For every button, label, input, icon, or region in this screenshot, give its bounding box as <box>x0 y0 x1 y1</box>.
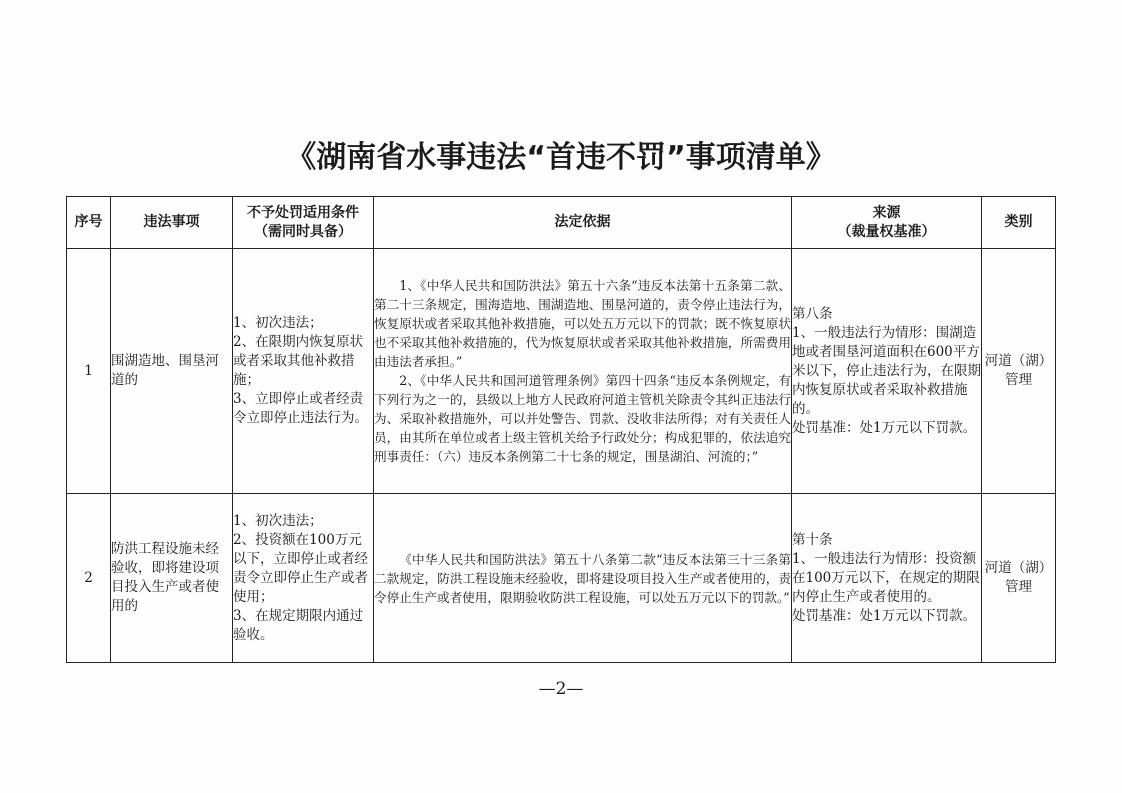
source-situation: 1、一般违法行为情形：围湖造地或者围垦河道面积在600平方米以下，停止违法行为，在限期内恢复原状或者采取补救措施的。 <box>792 324 981 417</box>
legal-basis-paragraph: 《中华人民共和国防洪法》第五十八条第二款“违反本法第三十三条第二款规定，防洪工程设施未经验收，即将建设项目投入生产或者使用的，责令停止生产或者使用，限期验收防洪工程设施，可以处五万元以下的罚款。” <box>374 551 791 605</box>
source-penalty: 处罚基准：处1万元以下罚款。 <box>792 607 977 624</box>
header-legal-basis: 法定依据 <box>374 197 792 249</box>
row-legal-basis <box>374 249 792 494</box>
header-source-line2: （裁量权基准） <box>837 223 936 240</box>
header-category: 类别 <box>982 197 1056 249</box>
header-source <box>792 197 982 249</box>
source-penalty: 处罚基准：处1万元以下罚款。 <box>792 419 977 436</box>
row-conditions <box>233 249 374 494</box>
row-seq: 1 <box>67 249 111 494</box>
legal-basis-paragraph: 2、《中华人民共和国河道管理条例》第四十四条“违反本条例规定，有下列行为之一的，县级以上地方人民政府河道主管机关除责令其纠正违法行为、采取补救措施外，可以并处警告、罚款、没收非法所得；对有关责任人员，由其所在单位或者上级主管机关给予行政处分；构成犯罪的，依法追究刑事责任：（六）违反本条例第二十七条的规定，围垦湖泊、河流的；” <box>374 373 791 464</box>
row-violation: 围湖造地、围垦河道的 <box>111 249 233 494</box>
category-line1: 河道（湖） <box>984 560 1053 576</box>
violation-list-table <box>66 196 1056 663</box>
table-row <box>67 249 1056 494</box>
condition-item: 1、初次违法； <box>233 315 323 331</box>
row-seq: 2 <box>67 494 111 663</box>
table-header-row <box>67 197 1056 249</box>
category-line2: 管理 <box>1005 579 1032 595</box>
condition-item: 2、在限期内恢复原状或者采取其他补救措施； <box>233 334 364 388</box>
legal-basis-paragraph: 1、《中华人民共和国防洪法》第五十六条“违反本法第十五条第二款、第二十三条规定，围海造地、围湖造地、围垦河道的，责令停止违法行为，恢复原状或者采取其他补救措施，可以处五万元以下的罚款；既不恢复原状也不采取其他补救措施的，代为恢复原状或者采取其他补救措施，所需费用由违法者承担。” <box>374 278 791 369</box>
page-number: —2— <box>538 679 584 699</box>
condition-item: 3、立即停止或者经责令立即停止违法行为。 <box>233 391 368 426</box>
condition-item: 3、在规定期限内通过验收。 <box>233 607 364 643</box>
source-article: 第八条 <box>792 305 833 322</box>
row-category <box>982 494 1056 663</box>
table-row <box>67 494 1056 663</box>
source-situation: 1、一般违法行为情形：投资额在100万元以下，在规定的期限内停止生产或者使用的。 <box>792 550 980 605</box>
row-source <box>792 249 982 494</box>
category-line1: 河道（湖） <box>984 353 1053 369</box>
row-legal-basis <box>374 494 792 663</box>
row-source <box>792 494 982 663</box>
document-title: 《湖南省水事违法“首违不罚”事项清单》 <box>286 140 836 175</box>
header-conditions-line1: 不予处罚适用条件 <box>247 204 359 221</box>
header-source-line1: 来源 <box>872 204 901 221</box>
row-violation: 防洪工程设施未经验收，即将建设项目投入生产或者使用的 <box>111 494 233 663</box>
header-seq: 序号 <box>67 197 111 249</box>
category-line2: 管理 <box>1005 372 1032 388</box>
condition-item: 1、初次违法； <box>233 512 323 529</box>
row-category <box>982 249 1056 494</box>
source-article: 第十条 <box>792 531 833 548</box>
header-violation: 违法事项 <box>111 197 233 249</box>
header-conditions-line2: （需同时具备） <box>254 223 352 240</box>
header-conditions <box>233 197 374 249</box>
condition-item: 2、投资额在100万元以下，立即停止或者经责令立即停止生产或者使用； <box>233 531 368 605</box>
row-conditions <box>233 494 374 663</box>
